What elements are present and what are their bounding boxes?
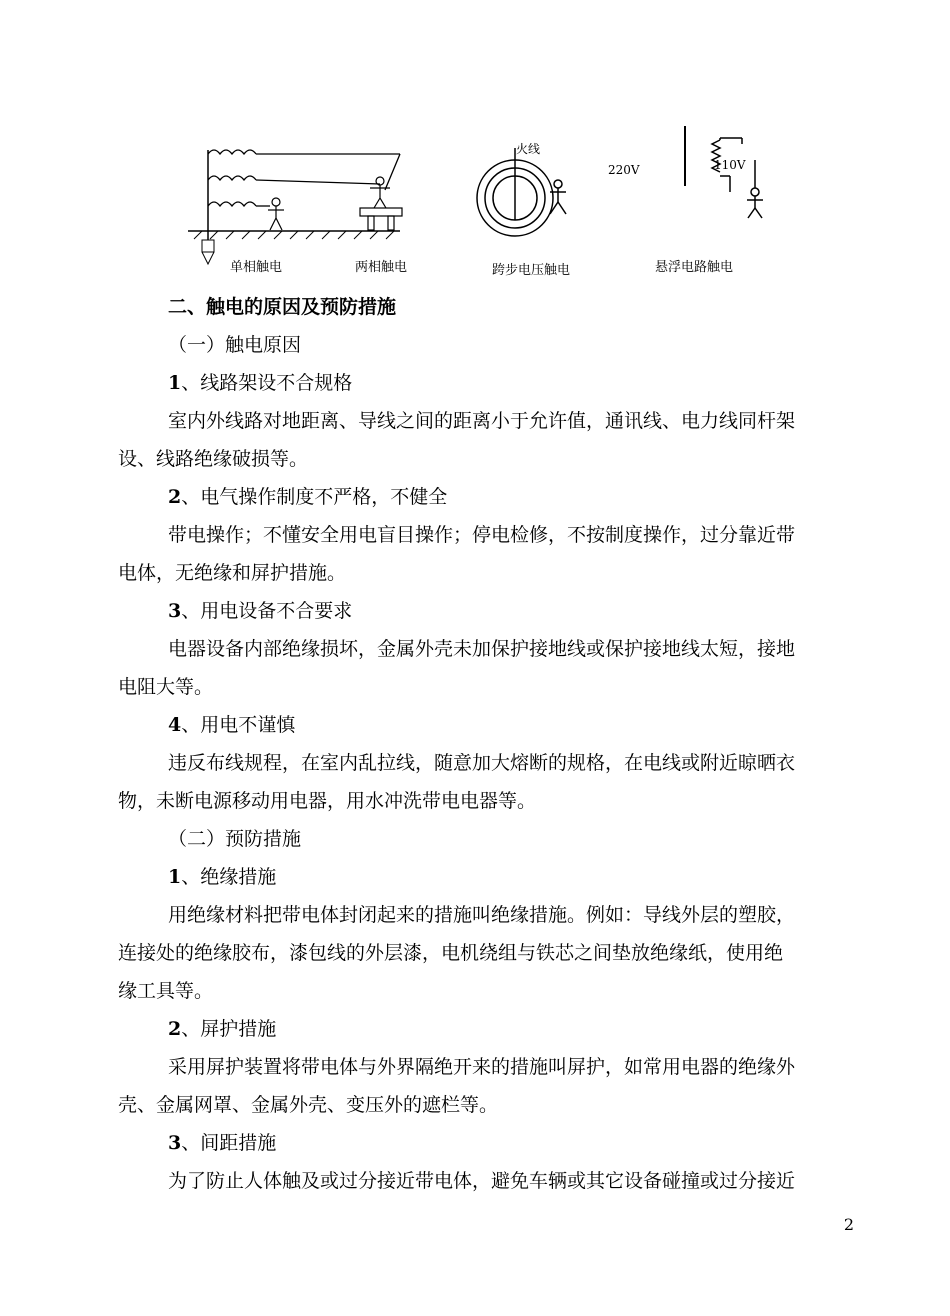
- paragraph-line: 室内外线路对地距离、导线之间的距离小于允许值，通讯线、电力线同杆架: [168, 410, 796, 432]
- paragraph-line: 设、线路绝缘破损等。: [118, 448, 309, 470]
- item-title: 、线路架设不合规格: [181, 372, 353, 394]
- paragraph-line: 为了防止人体触及或过分接近带电体，避免车辆或其它设备碰撞或过分接近: [168, 1170, 796, 1192]
- paragraph-line: 缘工具等。: [118, 980, 214, 1002]
- item-number: 2: [168, 486, 182, 508]
- causes-heading: （一）触电原因: [168, 334, 302, 356]
- paragraph-line: 采用屏护装置将带电体与外界隔绝开来的措施叫屏护，如常用电器的绝缘外: [168, 1056, 796, 1078]
- paragraph-line: 连接处的绝缘胶布，漆包线的外层漆，电机绕组与铁芯之间垫放绝缘纸，使用绝: [118, 942, 784, 964]
- item-number: 1: [168, 866, 182, 888]
- cause-1-title: [118, 364, 854, 402]
- prevention-3-title: [118, 1124, 854, 1162]
- paragraph-line: 电阻大等。: [118, 676, 214, 698]
- item-number: 4: [168, 714, 182, 736]
- live-wire-label: 火线: [516, 142, 541, 156]
- caption-two-phase: 两相触电: [355, 260, 408, 275]
- prevention-heading: （二）预防措施: [168, 828, 302, 850]
- cause-3-title: [118, 592, 854, 630]
- item-number: 1: [168, 372, 182, 394]
- paragraph-line: 物，未断电源移动用电器，用水冲洗带电电器等。: [118, 790, 537, 812]
- paragraph-line: 用绝缘材料把带电体封闭起来的措施叫绝缘措施。例如：导线外层的塑胶，: [168, 904, 796, 926]
- item-title: 、间距措施: [181, 1132, 277, 1154]
- paragraph-line: 电器设备内部绝缘损坏，金属外壳未加保护接地线或保护接地线太短，接地: [168, 638, 796, 660]
- page-number: 2: [843, 1215, 854, 1234]
- item-title: 、用电设备不合要求: [181, 600, 353, 622]
- caption-floating-circuit: 悬浮电路触电: [655, 260, 734, 275]
- item-title: 、电气操作制度不严格，不健全: [181, 486, 448, 508]
- item-title: 、绝缘措施: [181, 866, 277, 888]
- prevention-1-title: [118, 858, 854, 896]
- cause-2-title: [118, 478, 854, 516]
- item-title: 、屏护措施: [181, 1018, 277, 1040]
- prevention-2-title: [118, 1010, 854, 1048]
- caption-step-voltage: 跨步电压触电: [492, 263, 571, 278]
- item-number: 3: [168, 1132, 182, 1154]
- paragraph-line: 带电操作；不懂安全用电盲目操作；停电检修，不按制度操作，过分靠近带: [168, 524, 796, 546]
- document-body: [118, 288, 854, 1200]
- section-title: 二、触电的原因及预防措施: [168, 296, 397, 318]
- cause-4-title: [118, 706, 854, 744]
- voltage-220-label: 220V: [608, 163, 640, 177]
- item-number: 2: [168, 1018, 182, 1040]
- item-title: 、用电不谨慎: [181, 714, 296, 736]
- electric-shock-figures: [180, 118, 780, 288]
- paragraph-line: 违反布线规程，在室内乱拉线，随意加大熔断的规格，在电线或附近晾晒衣: [168, 752, 796, 774]
- paragraph-line: 电体，无绝缘和屏护措施。: [118, 562, 347, 584]
- item-number: 3: [168, 600, 182, 622]
- caption-single-phase: 单相触电: [230, 260, 283, 275]
- voltage-110-label: 110V: [714, 158, 746, 172]
- paragraph-line: 壳、金属网罩、金属外壳、变压外的遮栏等。: [118, 1094, 499, 1116]
